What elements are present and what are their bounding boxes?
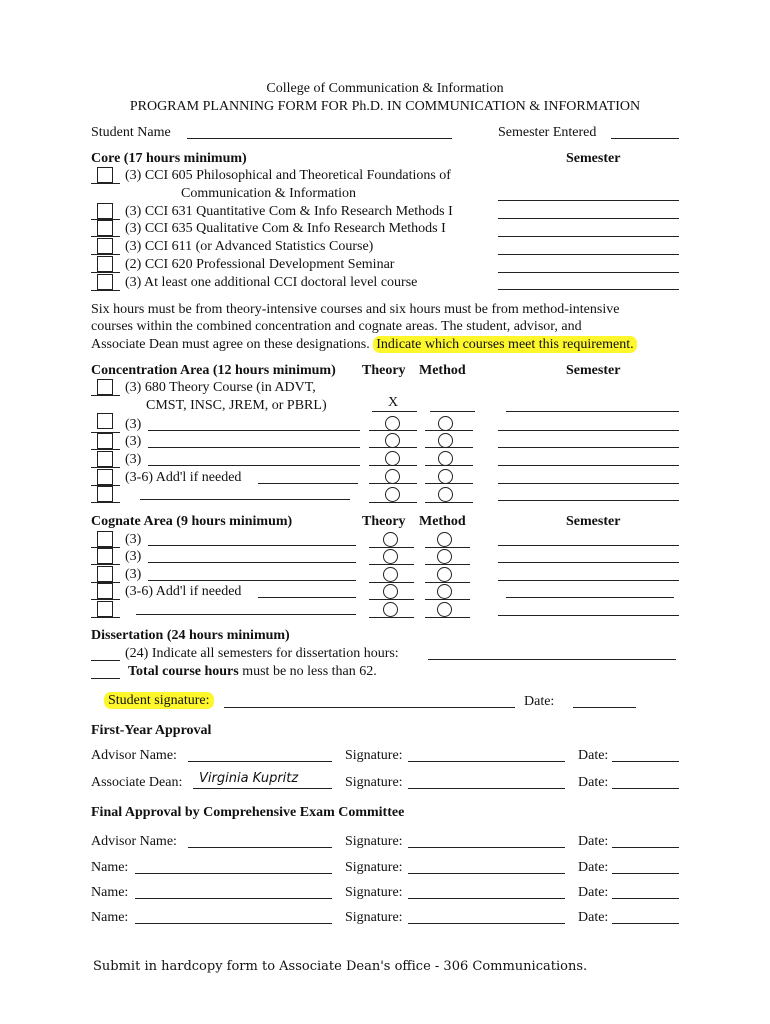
core-checkbox-620[interactable] [97,256,113,272]
final-name2-field[interactable] [135,898,332,899]
fy-associate-date-field[interactable] [612,788,679,789]
conc-row2-method-radio[interactable] [438,416,453,431]
total-hours-text [128,663,377,680]
core-course-605-cont: Communication & Information [181,186,356,201]
conc-row3-theory-radio[interactable] [385,433,400,448]
final-name3-date-label: Date: [578,910,609,925]
conc-method-line [425,502,473,503]
core-semester-field-611[interactable] [498,254,679,255]
core-checkbox-additional[interactable] [97,274,113,290]
cog-hours-line [91,617,120,618]
conc-row3-semester-field[interactable] [498,447,679,448]
semester-entered-field[interactable] [611,138,679,139]
cog-checkbox-row3[interactable] [97,566,113,582]
cog-extra-semester-field[interactable] [498,615,679,616]
conc-hours-line [91,467,120,468]
dissertation-hours-field[interactable] [91,660,120,661]
core-hours-line [91,236,120,237]
concentration-heading: Concentration Area (12 hours minimum) [91,363,336,378]
cog-theory-line [369,564,414,565]
conc-method-line [425,447,473,448]
submission-instructions: Submit in hardcopy form to Associate Dean's office - 306 Communications. [93,959,588,974]
conc-row4-label: (3) [125,452,142,467]
core-hours-line [91,272,120,273]
cog-row1-method-radio[interactable] [437,532,452,547]
cog-method-line [425,599,470,600]
student-name-label: Student Name [91,125,171,140]
cog-method-line [425,582,470,583]
core-course-611: (3) CCI 611 (or Advanced Statistics Course) [125,239,374,254]
conc-theory-field-680[interactable] [372,411,417,412]
final-name2-date-field[interactable] [612,898,679,899]
conc-method-field-680[interactable] [430,411,475,412]
core-hours-line [91,290,120,291]
conc-method-line [425,483,473,484]
student-date-field[interactable] [573,707,636,708]
first-year-heading: First-Year Approval [91,723,212,738]
core-course-605: (3) CCI 605 Philosophical and Theoretical Foundations of [125,168,451,183]
cog-row2-method-radio[interactable] [437,549,452,564]
conc-row3-course-field[interactable] [148,447,360,448]
cog-addl-hours-field[interactable] [258,597,356,598]
dissertation-semesters-field[interactable] [428,659,676,660]
conc-theory-mark: X [388,395,399,410]
cog-row2-label: (3) [125,549,142,564]
conc-course-680: (3) 680 Theory Course (in ADVT, [125,380,316,395]
final-advisor-date-label: Date: [578,834,609,849]
conc-row2-semester-field[interactable] [498,430,679,431]
cog-method-line [425,617,470,618]
fy-associate-signature-label: Signature: [345,775,403,790]
dissertation-semesters-label: (24) Indicate all semesters for dissertation hours: [125,646,399,661]
cog-row1-course-field[interactable] [148,545,356,546]
final-name3-signature-field[interactable] [408,923,565,924]
conc-extra-method-radio[interactable] [438,487,453,502]
core-semester-field-635[interactable] [498,236,679,237]
final-advisor-field[interactable] [188,847,332,848]
cog-checkbox-addl[interactable] [97,583,113,599]
cog-row1-semester-field[interactable] [498,545,679,546]
cog-hours-line [91,599,120,600]
conc-checkbox-addl[interactable] [97,469,113,485]
fy-advisor-date-field[interactable] [612,761,679,762]
core-course-620: (2) CCI 620 Professional Development Seminar [125,257,395,272]
final-name1-field[interactable] [135,873,332,874]
student-name-field[interactable] [187,138,452,139]
core-course-631: (3) CCI 631 Quantitative Com & Info Research Methods I [125,204,453,219]
conc-hours-line [91,502,120,503]
concentration-method-header: Method [419,363,466,378]
final-name3-label: Name: [91,910,129,925]
core-checkbox-631[interactable] [97,203,113,219]
conc-extra-theory-radio[interactable] [385,487,400,502]
conc-row3-method-radio[interactable] [438,433,453,448]
cog-checkbox-extra[interactable] [97,601,113,617]
fy-associate-field[interactable] [193,788,332,789]
cog-extra-method-radio[interactable] [437,602,452,617]
conc-checkbox-extra[interactable] [97,486,113,502]
requirement-note-line1: Six hours must be from theory-intensive courses and six hours must be from method-intensive [91,302,620,317]
fy-associate-signature-field[interactable] [408,788,565,789]
fy-associate-label: Associate Dean: [91,775,183,790]
concentration-theory-header: Theory [362,363,406,378]
cognate-theory-header: Theory [362,514,406,529]
conc-row4-course-field[interactable] [148,465,360,466]
final-advisor-label: Advisor Name: [91,834,177,849]
cognate-heading: Cognate Area (9 hours minimum) [91,514,293,529]
conc-row4-semester-field[interactable] [498,465,679,466]
core-checkbox-635[interactable] [97,220,113,236]
conc-checkbox-680[interactable] [97,379,113,395]
cog-row3-theory-radio[interactable] [383,567,398,582]
final-name3-field[interactable] [135,923,332,924]
cog-addl-semester-field[interactable] [506,597,674,598]
conc-row4-theory-radio[interactable] [385,451,400,466]
student-signature-label-wrap [104,692,214,709]
total-hours-rest: must be no less than 62. [242,664,377,679]
final-advisor-date-field[interactable] [612,847,679,848]
cog-hours-line [91,564,120,565]
final-advisor-signature-field[interactable] [408,847,565,848]
core-checkbox-605[interactable] [97,167,113,183]
conc-row2-label: (3) [125,417,142,432]
conc-semester-field-680[interactable] [506,411,679,412]
conc-hours-line [91,395,120,396]
final-name2-date-label: Date: [578,885,609,900]
conc-row2-theory-radio[interactable] [385,416,400,431]
cog-row3-method-radio[interactable] [437,567,452,582]
conc-row2-course-field[interactable] [148,430,360,431]
final-name1-date-field[interactable] [612,873,679,874]
core-hours-line [91,254,120,255]
total-hours-field[interactable] [91,678,120,679]
final-name3-date-field[interactable] [612,923,679,924]
core-hours-line [91,183,120,184]
core-course-635: (3) CCI 635 Qualitative Com & Info Research Methods I [125,221,446,236]
cog-extra-theory-radio[interactable] [383,602,398,617]
final-name1-signature-label: Signature: [345,860,403,875]
conc-addl-hours-field[interactable] [258,483,358,484]
conc-extra-semester-field[interactable] [498,500,679,501]
fy-advisor-date-label: Date: [578,748,609,763]
core-course-additional: (3) At least one additional CCI doctoral level course [125,275,418,290]
student-date-label: Date: [524,694,555,709]
conc-theory-line [369,502,417,503]
cognate-method-header: Method [419,514,466,529]
final-name3-signature-label: Signature: [345,910,403,925]
concentration-semester-header: Semester [566,363,621,378]
core-checkbox-611[interactable] [97,238,113,254]
cog-addl-label: (3-6) Add'l if needed [125,584,242,599]
student-signature-field[interactable] [224,707,515,708]
cog-checkbox-row1[interactable] [97,531,113,547]
conc-method-line [425,430,473,431]
requirement-note-line3 [91,336,637,353]
fy-advisor-signature-field[interactable] [408,761,565,762]
conc-extra-course-field[interactable] [140,499,350,500]
cog-theory-line [369,582,414,583]
conc-checkbox-row2[interactable] [97,413,113,429]
student-signature-label: Student signature: [104,692,214,709]
cog-row2-course-field[interactable] [148,562,356,563]
fy-associate-date-label: Date: [578,775,609,790]
cog-row2-theory-radio[interactable] [383,549,398,564]
conc-addl-theory-radio[interactable] [385,469,400,484]
requirement-note-text: Associate Dean must agree on these designations. [91,337,370,352]
final-approval-heading: Final Approval by Comprehensive Exam Committee [91,805,405,820]
cog-row3-course-field[interactable] [148,580,356,581]
total-hours-bold: Total course hours [128,664,239,679]
final-name1-date-label: Date: [578,860,609,875]
final-name2-signature-label: Signature: [345,885,403,900]
core-heading: Core (17 hours minimum) [91,151,247,166]
final-name1-label: Name: [91,860,129,875]
conc-hours-line [91,449,120,450]
requirement-highlight: Indicate which courses meet this requirement. [373,336,636,353]
final-advisor-signature-label: Signature: [345,834,403,849]
cog-row2-semester-field[interactable] [498,562,679,563]
cog-addl-theory-radio[interactable] [383,584,398,599]
form-title: PROGRAM PLANNING FORM FOR Ph.D. IN COMMUNICATION & INFORMATION [129,99,641,114]
cog-addl-method-radio[interactable] [437,584,452,599]
cog-theory-line [369,547,414,548]
cog-row1-label: (3) [125,532,142,547]
fy-advisor-field[interactable] [188,761,332,762]
cog-method-line [425,564,470,565]
dissertation-heading: Dissertation (24 hours minimum) [91,628,290,643]
conc-method-line [425,465,473,466]
cog-theory-line [369,617,414,618]
final-name2-signature-field[interactable] [408,898,565,899]
conc-addl-method-radio[interactable] [438,469,453,484]
cog-row3-label: (3) [125,567,142,582]
cognate-semester-header: Semester [566,514,621,529]
cog-method-line [425,547,470,548]
cog-row3-semester-field[interactable] [498,580,679,581]
core-semester-field-additional[interactable] [498,289,679,290]
core-semester-field-620[interactable] [498,272,679,273]
core-semester-field-631[interactable] [498,218,679,219]
core-semester-field-605[interactable] [498,200,679,201]
conc-row3-label: (3) [125,434,142,449]
fy-advisor-label: Advisor Name: [91,748,177,763]
semester-entered-label: Semester Entered [498,125,597,140]
requirement-note-line2: courses within the combined concentration and cognate areas. The student, advisor, and [91,319,582,334]
college-name: College of Communication & Information [266,81,504,96]
conc-addl-label: (3-6) Add'l if needed [125,470,242,485]
fy-advisor-signature-label: Signature: [345,748,403,763]
fy-associate-value: Virginia Kupritz [199,771,299,786]
cog-row1-theory-radio[interactable] [383,532,398,547]
core-semester-header: Semester [566,151,621,166]
conc-checkbox-row4[interactable] [97,451,113,467]
conc-row4-method-radio[interactable] [438,451,453,466]
cog-theory-line [369,599,414,600]
cog-extra-course-field[interactable] [136,614,356,615]
final-name2-label: Name: [91,885,129,900]
conc-course-680-cont: CMST, INSC, JREM, or PBRL) [146,398,327,413]
conc-checkbox-row3[interactable] [97,433,113,449]
final-name1-signature-field[interactable] [408,873,565,874]
conc-addl-semester-field[interactable] [498,483,679,484]
cog-checkbox-row2[interactable] [97,548,113,564]
